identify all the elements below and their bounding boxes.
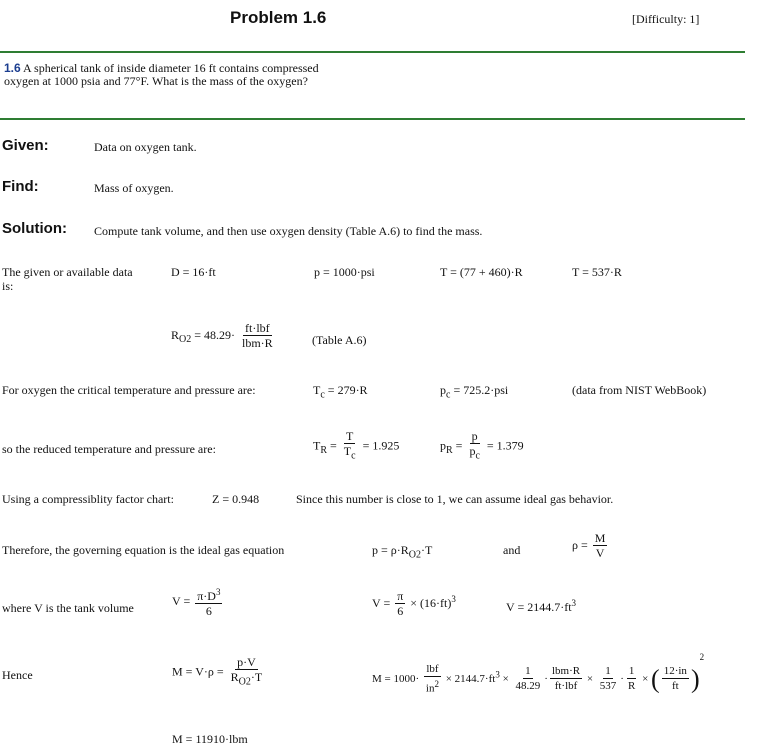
mass-fraction xyxy=(229,656,265,689)
pr-den-symbol: p xyxy=(469,444,476,458)
calc-frac-rankine xyxy=(626,665,637,693)
pr-equals: = xyxy=(455,438,463,453)
tr-denominator xyxy=(342,444,358,463)
rho-lhs: ρ = xyxy=(572,537,588,552)
gas-constant-value: = 48.29· xyxy=(194,327,236,342)
volume-calc-lhs: V = xyxy=(372,595,391,610)
mass-den-subscript: O2 xyxy=(238,676,251,688)
temperature-expression: T = (77 + 460)·R xyxy=(440,265,523,279)
calc-lhs: M = 1000· xyxy=(372,673,420,685)
calc-frac5-num: 1 xyxy=(628,665,635,678)
find-text: Mass of oxygen. xyxy=(94,181,174,195)
tr-den-subscript: c xyxy=(351,450,356,462)
volume-fraction xyxy=(195,586,222,618)
calc-frac-temp xyxy=(598,665,619,693)
volume-calc-tail: × (16·ft) xyxy=(410,595,452,610)
critical-temperature xyxy=(313,383,368,400)
times-2: × xyxy=(586,673,594,685)
pc-subscript: c xyxy=(446,389,451,401)
calc-frac-gas-constant xyxy=(514,665,543,693)
ideal-gas-subscript: O2 xyxy=(408,549,421,561)
ideal-gas-note: Since this number is close to 1, we can assume ideal gas behavior. xyxy=(296,492,614,506)
z-value: Z = 0.948 xyxy=(212,492,260,506)
calc-frac5-den: R xyxy=(627,680,636,693)
tr-fraction xyxy=(342,430,358,463)
difficulty-label: [Difficulty: 1] xyxy=(632,12,700,26)
tc-symbol: T xyxy=(313,383,321,397)
bottom-divider xyxy=(0,118,745,120)
pc-value: = 725.2·psi xyxy=(453,383,509,397)
solution-text: Compute tank volume, and then use oxygen density (Table A.6) to find the mass. xyxy=(94,224,483,238)
pr-subscript: R xyxy=(446,444,453,456)
tr-den-symbol: T xyxy=(343,444,352,458)
pc-symbol: p xyxy=(440,383,446,397)
pressure-value: p = 1000·psi xyxy=(314,265,375,279)
volume-result xyxy=(506,598,576,615)
tr-equals: = xyxy=(330,438,337,453)
calc-frac6-num: 12·in xyxy=(663,665,687,678)
mass-formula xyxy=(172,656,266,689)
rho-denominator: V xyxy=(595,546,605,560)
calc-frac-pressure xyxy=(424,663,441,696)
calc-frac3-num: lbm·R xyxy=(551,665,581,678)
mass-den-symbol: R xyxy=(230,670,239,684)
gas-constant-equation xyxy=(171,322,277,350)
unit-denominator: lbm·R xyxy=(242,336,273,350)
volume-num-exponent: 3 xyxy=(215,587,221,597)
critical-intro: For oxygen the critical temperature and pressure are: xyxy=(2,383,256,397)
tr-value: = 1.925 xyxy=(362,438,400,453)
pr-numerator: p xyxy=(471,429,478,443)
find-label: Find: xyxy=(2,178,39,195)
given-label: Given: xyxy=(2,137,49,154)
volume-calc-exponent: 3 xyxy=(451,593,456,604)
volume-result-text: V = 2144.7·ft xyxy=(506,600,572,614)
table-reference: (Table A.6) xyxy=(312,333,367,347)
pr-symbol: p xyxy=(440,438,446,453)
ideal-gas-tail: ·T xyxy=(421,543,433,557)
calc-frac1-den-text: in xyxy=(425,682,435,695)
pr-fraction xyxy=(467,430,481,463)
times-3: × xyxy=(642,673,649,685)
reduced-pressure xyxy=(440,430,524,463)
calc-frac4-den: 537 xyxy=(599,680,617,693)
pr-den-subscript: c xyxy=(475,450,480,462)
gas-constant-unit xyxy=(240,322,275,350)
conversion-exponent: 2 xyxy=(699,652,705,662)
volume-formula xyxy=(172,586,224,618)
problem-number: 1.6 xyxy=(4,61,21,75)
and-word: and xyxy=(503,543,521,557)
problem-text: A spherical tank of inside diameter 16 ft contains compressed oxygen at 1000 psia and 77°F. What is the mass of the oxygen? xyxy=(4,61,319,88)
pr-denominator xyxy=(467,444,481,463)
reduced-temperature xyxy=(313,430,399,463)
volume-numerator xyxy=(195,586,222,604)
governing-intro: Therefore, the governing equation is the ideal gas equation xyxy=(2,543,285,557)
volume-lhs: V = xyxy=(172,593,191,608)
mass-numerator: p·V xyxy=(237,655,256,669)
volume-calc-numerator: π xyxy=(397,589,404,603)
left-paren: ( xyxy=(651,664,660,694)
volume-denominator: 6 xyxy=(205,604,212,618)
calc-frac-conversion xyxy=(662,665,689,693)
page-title: Problem 1.6 xyxy=(230,8,327,27)
tc-value: = 279·R xyxy=(327,383,368,397)
calc-frac6-den: ft xyxy=(671,680,679,693)
gas-constant-symbol: R xyxy=(171,327,180,342)
tr-symbol: T xyxy=(313,438,321,453)
tc-subscript: c xyxy=(320,389,325,401)
density-equation xyxy=(572,532,609,560)
calc-frac1-den-exp: 2 xyxy=(434,679,439,690)
volume-calculation xyxy=(372,590,456,618)
unit-numerator: ft·lbf xyxy=(245,321,270,335)
compress-intro: Using a compressiblity factor chart: xyxy=(2,492,174,506)
mass-result: M = 11910·lbm xyxy=(172,732,248,746)
rho-fraction xyxy=(593,532,608,560)
volume-intro: where V is the tank volume xyxy=(2,601,134,615)
given-text: Data on oxygen tank. xyxy=(94,140,197,154)
temperature-value: T = 537·R xyxy=(572,265,622,279)
volume-num-text: π·D xyxy=(197,589,216,603)
data-intro: The given or available data is: xyxy=(2,265,133,293)
nist-reference: (data from NIST WebBook) xyxy=(572,383,707,397)
times-1: × xyxy=(502,673,509,685)
pr-value: = 1.379 xyxy=(486,438,524,453)
calc-volume-exp: 3 xyxy=(495,669,500,680)
rho-numerator: M xyxy=(594,531,606,545)
critical-pressure xyxy=(440,383,508,400)
diameter-value: D = 16·ft xyxy=(171,265,216,279)
volume-result-exponent: 3 xyxy=(571,598,577,608)
calc-frac3-den: ft·lbf xyxy=(554,680,578,693)
volume-calc-fraction xyxy=(395,590,405,618)
calc-frac1-den xyxy=(424,677,441,696)
problem-statement xyxy=(4,62,354,88)
ideal-gas-equation xyxy=(372,543,432,560)
mass-den-tail: ·T xyxy=(250,670,263,684)
calc-frac2-den: 48.29 xyxy=(515,680,541,693)
mass-lhs: M = V·ρ = xyxy=(172,664,224,679)
reduced-intro: so the reduced temperature and pressure are: xyxy=(2,442,216,456)
right-paren: ) xyxy=(690,664,700,694)
volume-calc-denominator: 6 xyxy=(397,604,404,618)
calc-frac1-num: lbf xyxy=(426,663,439,676)
tr-subscript: R xyxy=(320,444,328,456)
top-divider xyxy=(0,51,745,53)
calc-frac4-num: 1 xyxy=(605,665,611,678)
mass-denominator xyxy=(229,670,265,689)
calc-frac-units xyxy=(550,665,582,693)
gas-constant-subscript: O2 xyxy=(179,334,192,346)
hence-label: Hence xyxy=(2,668,33,682)
tr-numerator: T xyxy=(346,429,354,443)
calc-frac2-num: 1 xyxy=(525,665,531,678)
ideal-gas-lhs: p = ρ·R xyxy=(372,543,409,557)
mass-calculation: M = 1000· $\frac{\text{lbf}}{in^2}$ × $2144.7\cdot ft^3$ × $\frac{1}{48.29}$ · $\frac{\text{lbm·R}}{\text{ft·lbf}}$ × $\frac{1}{537}$ · $\frac{1}{R}$ × ( $\frac{12\cdot in}{ft}$ )$^2$ xyxy=(372,652,705,695)
solution-label: Solution: xyxy=(2,220,67,237)
calc-volume: × 2144.7·ft xyxy=(445,673,496,685)
